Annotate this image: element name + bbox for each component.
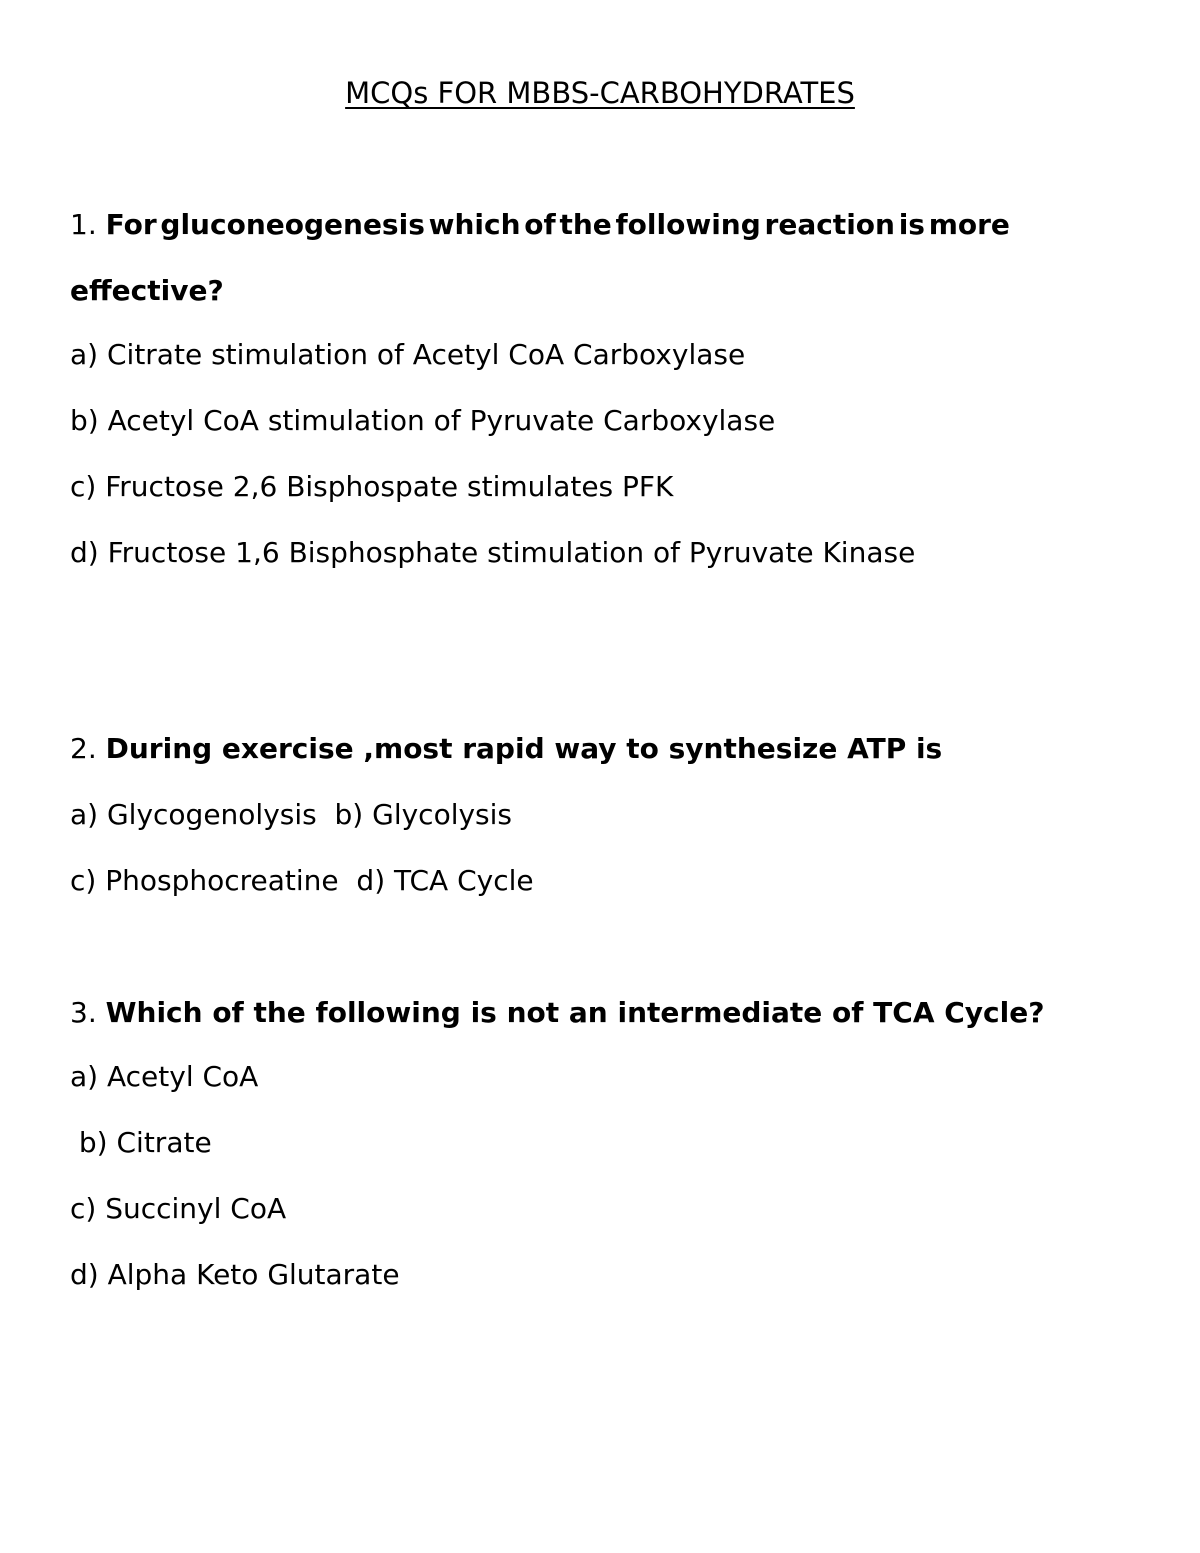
question-1-option-c: c) Fructose 2,6 Bisphospate stimulates PFK — [70, 470, 674, 503]
question-word: For — [105, 208, 157, 241]
question-number: 3. — [70, 996, 97, 1029]
question-2-stem — [70, 732, 942, 765]
question-word: reaction — [764, 208, 895, 241]
question-word: which — [428, 208, 521, 241]
question-text: During exercise ,most rapid way to synthesize ATP is — [105, 732, 943, 765]
question-word: is — [898, 208, 925, 241]
question-2-options-row-2: c) Phosphocreatine d) TCA Cycle — [70, 864, 534, 897]
question-3-option-b: b) Citrate — [70, 1126, 212, 1159]
question-1-option-b: b) Acetyl CoA stimulation of Pyruvate Carboxylase — [70, 404, 776, 437]
question-1-line-1 — [70, 208, 1010, 241]
question-1-option-d: d) Fructose 1,6 Bisphosphate stimulation of Pyruvate Kinase — [70, 536, 916, 569]
question-number: 1. — [70, 208, 97, 241]
question-word: gluconeogenesis — [160, 208, 425, 241]
question-3-option-a: a) Acetyl CoA — [70, 1060, 259, 1093]
question-word: of — [524, 208, 556, 241]
question-1-number-and-first-word — [70, 208, 157, 241]
question-3-option-c: c) Succinyl CoA — [70, 1192, 287, 1225]
question-2-options-row-1: a) Glycogenolysis b) Glycolysis — [70, 798, 513, 831]
question-number: 2. — [70, 732, 97, 765]
question-word: the — [559, 208, 612, 241]
question-1-line-2: effective? — [70, 274, 224, 307]
question-word: following — [615, 208, 761, 241]
page-title: MCQs FOR MBBS-CARBOHYDRATES — [345, 76, 855, 110]
question-text: Which of the following is not an intermediate of TCA Cycle? — [105, 996, 1045, 1029]
question-word: more — [928, 208, 1010, 241]
question-3-stem — [70, 996, 1044, 1029]
question-1-option-a: a) Citrate stimulation of Acetyl CoA Carboxylase — [70, 338, 746, 371]
question-3-option-d: d) Alpha Keto Glutarate — [70, 1258, 400, 1291]
